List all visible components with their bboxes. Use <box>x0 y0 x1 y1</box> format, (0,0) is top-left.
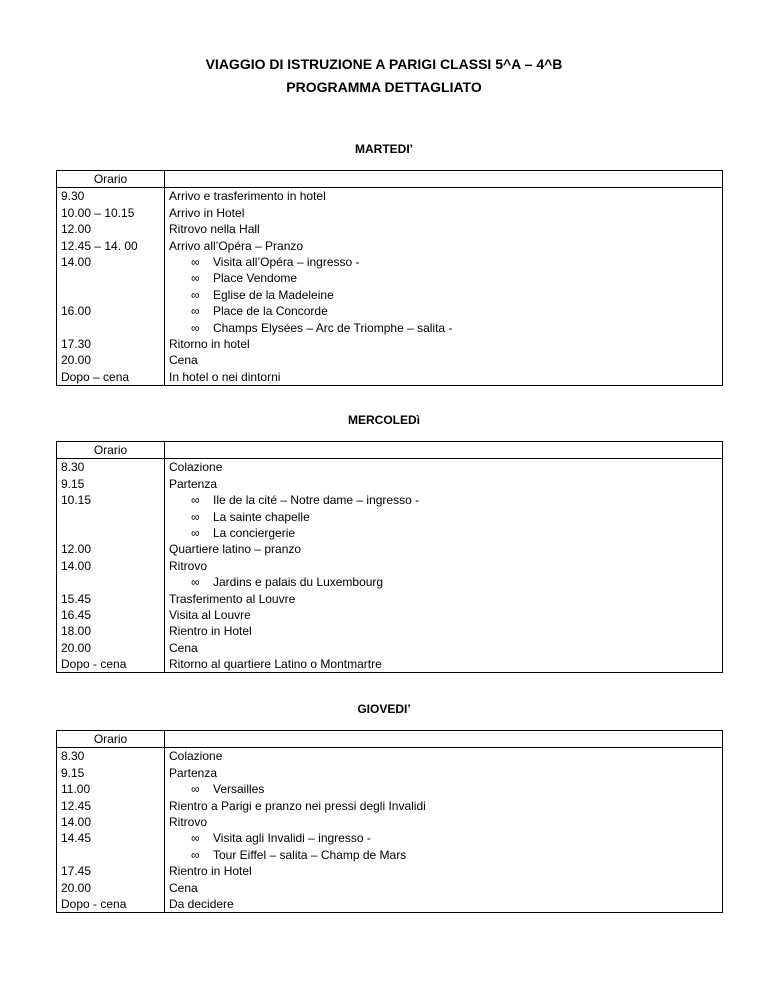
table-header-row <box>57 731 723 748</box>
schedule-table-martedi <box>56 170 723 386</box>
activity-text: Colazione <box>169 460 223 475</box>
time-value: 8.30 <box>61 460 85 475</box>
time-value: 12.00 <box>61 222 92 237</box>
infinity-bullet-icon: ∞ <box>191 271 200 286</box>
table-body-row <box>57 188 723 386</box>
activity-label: Place Vendome <box>213 271 298 286</box>
activity-label: Jardins e palais du Luxembourg <box>213 575 384 590</box>
activity-text: Partenza <box>169 476 218 491</box>
activity-text: Da decidere <box>169 896 234 911</box>
bullet-activity <box>169 830 718 846</box>
time-value: 12.45 <box>61 798 92 813</box>
time-value: 17.30 <box>61 336 92 351</box>
table-body-row <box>57 748 723 913</box>
activity-cell <box>165 748 723 913</box>
table-header-row <box>57 171 723 188</box>
activity-text: Cena <box>169 640 198 655</box>
time-value: 9.15 <box>61 476 85 491</box>
time-value: Dopo – cena <box>61 369 130 384</box>
document-subtitle: PROGRAMMA DETTAGLIATO <box>286 79 482 95</box>
activity-label: Place de la Concorde <box>213 304 328 319</box>
time-value: 14.00 <box>61 254 92 269</box>
activity-label: Visita all’Opéra – ingresso - <box>213 254 360 269</box>
time-value: 14.00 <box>61 814 92 829</box>
activity-cell <box>165 459 723 673</box>
activity-label: Versailles <box>213 782 265 797</box>
infinity-bullet-icon: ∞ <box>191 847 200 862</box>
activity-text: Trasferimento al Louvre <box>169 591 296 606</box>
bullet-activity <box>169 492 718 508</box>
time-value: 9.30 <box>61 189 85 204</box>
time-value: 10.00 – 10.15 <box>61 205 135 220</box>
time-value: 9.15 <box>61 765 85 780</box>
schedule-table-mercoledi <box>56 441 723 673</box>
infinity-bullet-icon: ∞ <box>191 287 200 302</box>
activity-text: Arrivo all’Opéra – Pranzo <box>169 238 304 253</box>
time-value <box>61 320 160 336</box>
time-value <box>61 847 160 863</box>
activity-text: Arrivo e trasferimento in hotel <box>169 189 326 204</box>
infinity-bullet-icon: ∞ <box>191 831 200 846</box>
time-value: 20.00 <box>61 640 92 655</box>
activity-text: In hotel o nei dintorni <box>169 369 281 384</box>
time-cell <box>57 188 165 386</box>
time-value: 14.45 <box>61 831 92 846</box>
time-value <box>61 574 160 590</box>
day-title-mercoledi: MERCOLEDì <box>348 413 420 427</box>
activity-text: Quartiere latino – pranzo <box>169 542 302 557</box>
bullet-activity <box>169 781 718 797</box>
table-body-row <box>57 459 723 673</box>
activity-column-header <box>165 731 723 748</box>
table-header-row <box>57 442 723 459</box>
time-value: 15.45 <box>61 591 92 606</box>
infinity-bullet-icon: ∞ <box>191 493 200 508</box>
activity-text: Ritrovo <box>169 558 208 573</box>
activity-text: Ritorno al quartiere Latino o Montmartre <box>169 657 382 672</box>
bullet-activity <box>169 287 718 303</box>
time-value: 17.45 <box>61 864 92 879</box>
time-value <box>61 287 160 303</box>
activity-label: Tour Eiffel – salita – Champ de Mars <box>213 847 407 862</box>
infinity-bullet-icon: ∞ <box>191 304 200 319</box>
time-value <box>61 525 160 541</box>
activity-text: Rientro a Parigi e pranzo nei pressi degli Invalidi <box>169 798 426 813</box>
time-value: 20.00 <box>61 880 92 895</box>
time-value: 12.00 <box>61 542 92 557</box>
time-column-header: Orario <box>57 731 165 748</box>
time-column-header: Orario <box>57 171 165 188</box>
bullet-activity <box>169 303 718 319</box>
infinity-bullet-icon: ∞ <box>191 782 200 797</box>
time-value: Dopo - cena <box>61 657 127 672</box>
time-value <box>61 270 160 286</box>
infinity-bullet-icon: ∞ <box>191 575 200 590</box>
activity-text: Cena <box>169 353 198 368</box>
activity-text: Rientro in Hotel <box>169 864 252 879</box>
activity-label: Champs Elysées – Arc de Triomphe – salita - <box>213 320 453 335</box>
document-title: VIAGGIO DI ISTRUZIONE A PARIGI CLASSI 5^A – 4^B <box>205 56 563 72</box>
activity-text: Ritrovo nella Hall <box>169 222 260 237</box>
time-value: 16.00 <box>61 304 92 319</box>
time-value: 10.15 <box>61 493 92 508</box>
activity-text: Partenza <box>169 765 218 780</box>
time-column-header: Orario <box>57 442 165 459</box>
time-value: 14.00 <box>61 558 92 573</box>
time-value: 16.45 <box>61 607 92 622</box>
activity-text: Visita al Louvre <box>169 607 251 622</box>
bullet-activity <box>169 525 718 541</box>
activity-label: Ile de la cité – Notre dame – ingresso - <box>213 493 420 508</box>
time-cell <box>57 748 165 913</box>
time-value: 18.00 <box>61 624 92 639</box>
bullet-activity <box>169 574 718 590</box>
activity-text: Ritrovo <box>169 814 208 829</box>
infinity-bullet-icon: ∞ <box>191 525 200 540</box>
activity-label: La sainte chapelle <box>213 509 310 524</box>
time-value: 8.30 <box>61 749 85 764</box>
activity-text: Colazione <box>169 749 223 764</box>
activity-label: Eglise de la Madeleine <box>213 287 334 302</box>
time-cell <box>57 459 165 673</box>
time-value: 11.00 <box>61 782 91 797</box>
bullet-activity <box>169 254 718 270</box>
infinity-bullet-icon: ∞ <box>191 254 200 269</box>
infinity-bullet-icon: ∞ <box>191 320 200 335</box>
bullet-activity <box>169 320 718 336</box>
bullet-activity <box>169 270 718 286</box>
infinity-bullet-icon: ∞ <box>191 509 200 524</box>
time-value: 20.00 <box>61 353 92 368</box>
time-value: Dopo - cena <box>61 896 127 911</box>
activity-column-header <box>165 171 723 188</box>
activity-text: Cena <box>169 880 198 895</box>
activity-text: Ritorno in hotel <box>169 336 250 351</box>
activity-label: La conciergerie <box>213 525 296 540</box>
time-value <box>61 509 160 525</box>
activity-cell <box>165 188 723 386</box>
activity-text: Rientro in Hotel <box>169 624 252 639</box>
activity-text: Arrivo in Hotel <box>169 205 245 220</box>
bullet-activity <box>169 509 718 525</box>
time-value: 12.45 – 14. 00 <box>61 238 138 253</box>
schedule-table-giovedi <box>56 730 723 913</box>
activity-column-header <box>165 442 723 459</box>
day-title-martedi: MARTEDI’ <box>355 142 413 156</box>
day-title-giovedi: GIOVEDI’ <box>357 702 411 716</box>
bullet-activity <box>169 847 718 863</box>
activity-label: Visita agli Invalidi – ingresso - <box>213 831 371 846</box>
